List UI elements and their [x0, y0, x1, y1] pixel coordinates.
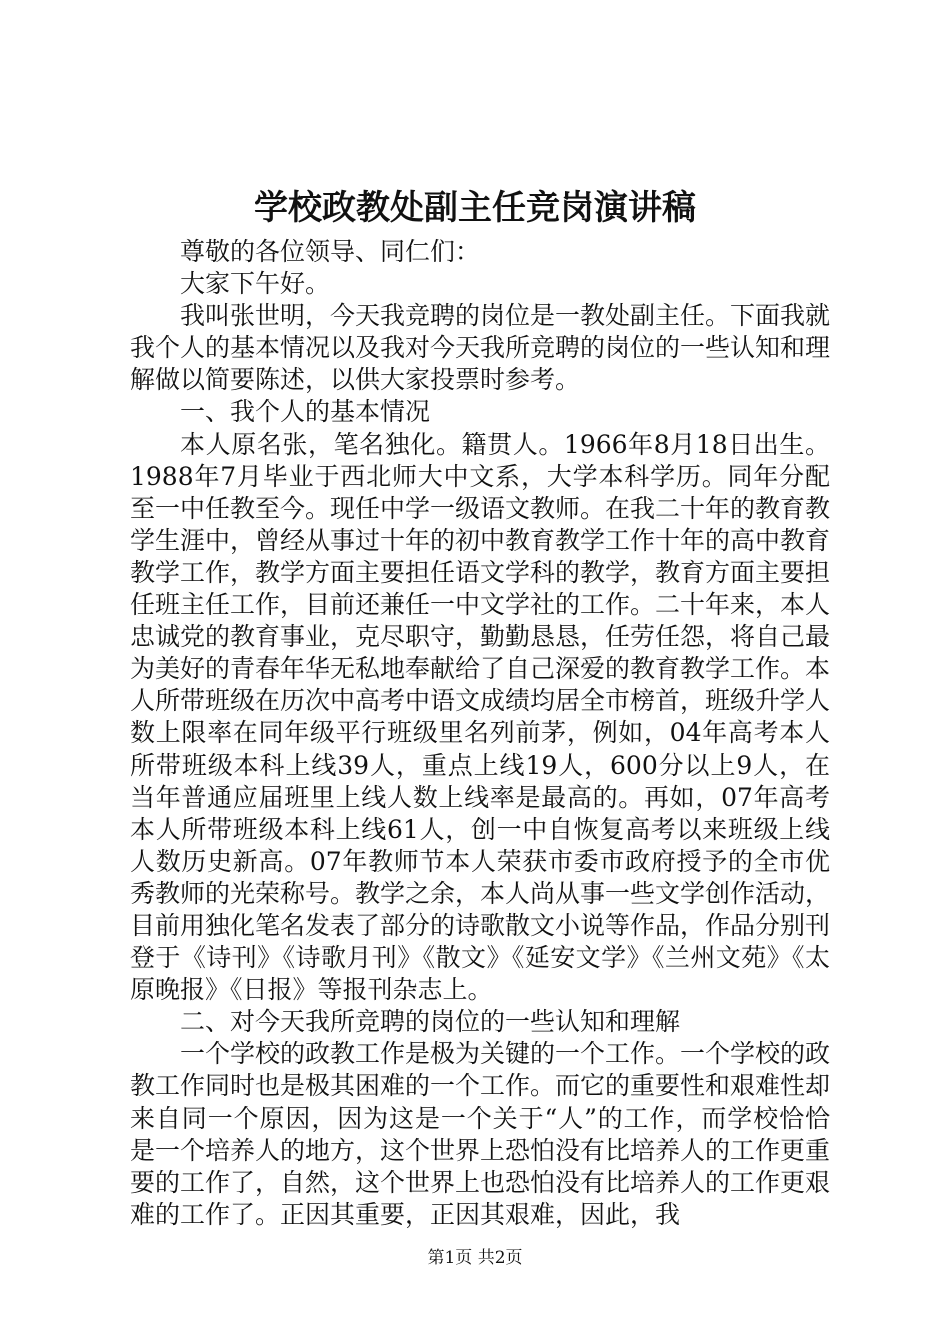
- paragraph-introduction: 我叫张世明，今天我竞聘的岗位是一教处副主任。下面我就我个人的基本情况以及我对今天我所竞聘的岗位的一些认知和理解做以简要陈述，以供大家投票时参考。: [130, 301, 831, 395]
- paragraph-background: 本人原名张，笔名独化。籍贯人。1966年8月18日出生。1988年7月毕业于西北师大中文系，大学本科学历。同年分配至一中任教至今。现任中学一级语文教师。在我二十年的教育教学生涯中，曾经从事过十年的初中教育教学工作十年的高中教育教学工作，教学方面主要担任语文学科的教学，教育方面主要担任班主任工作，目前还兼任一中文学社的工作。二十年来，本人忠诚党的教育事业，克尽职守，勤勤恳恳，任劳任怨，将自己最为美好的青春年华无私地奉献给了自己深爱的教育教学工作。本人所带班级在历次中高考中语文成绩均居全市榜首，班级升学人数上限率在同年级平行班级里名列前茅，例如，04年高考本人所带班级本科上线39人，重点上线19人，600分以上9人，在当年普通应届班里上线人数上线率是最高的。再如，07年高考本人所带班级本科上线61人，创一中自恢复高考以来班级上线人数历史新高。07年教师节本人荣获市委市政府授予的全市优秀教师的光荣称号。教学之余，本人尚从事一些文学创作活动，目前用独化笔名发表了部分的诗歌散文小说等作品，作品分别刊登于《诗刊》《诗歌月刊》《散文》《延安文学》《兰州文苑》《太原晚报》《日报》等报刊杂志上。: [130, 429, 831, 1005]
- document-title: 学校政教处副主任竞岗演讲稿: [254, 188, 696, 228]
- section-heading-2: 二、对今天我所竞聘的岗位的一些认知和理解: [180, 1007, 681, 1037]
- paragraph-understanding: 一个学校的政教工作是极为关键的一个工作。一个学校的政教工作同时也是极其困难的一个工作。而它的重要性和艰难性却来自同一个原因，因为这是一个关于“人”的工作，而学校恰恰是一个培养人的地方，这个世界上恐怕没有比培养人的工作更重要的工作了，自然，这个世界上也恐怕没有比培养人的工作更艰难的工作了。正因其重要，正因其艰难，因此，我: [130, 1039, 831, 1229]
- paragraph-greeting: 大家下午好。: [180, 269, 331, 299]
- paragraph-salutation: 尊敬的各位领导、同仁们：: [180, 237, 481, 266]
- document-body: [130, 236, 830, 1231]
- section-heading-1: 一、我个人的基本情况: [180, 397, 431, 427]
- page-footer: 第1页 共2页: [427, 1248, 523, 1268]
